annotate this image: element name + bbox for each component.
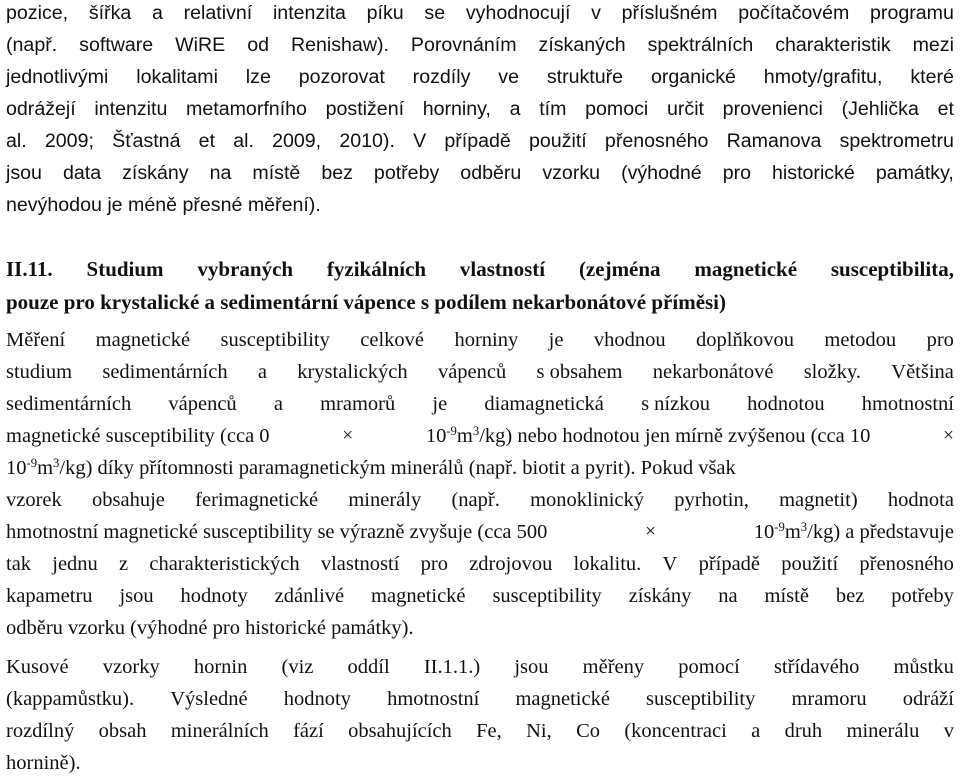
word: postižení — [325, 98, 405, 120]
word: Měření — [6, 329, 66, 351]
mag-line-8 — [6, 551, 954, 577]
word: hmotnostní — [387, 688, 480, 710]
word: zdánlivé — [274, 585, 345, 607]
word: oddíl — [347, 656, 390, 678]
word: složky. — [803, 361, 862, 383]
word: Většina — [891, 361, 954, 383]
word: (výhodné — [621, 162, 702, 184]
word: vyhodnocují — [465, 2, 571, 24]
word: jsou — [119, 585, 154, 607]
mag-line-10: odběru vzorku (výhodné pro historické památky). — [6, 617, 414, 639]
word: případě — [698, 553, 761, 575]
word: vápenců — [437, 361, 507, 383]
times-sign-end: × — [942, 425, 954, 446]
word: (viz — [281, 656, 314, 678]
word: organické — [650, 66, 736, 88]
word: magnetit) — [779, 489, 858, 511]
word: sedimentárních — [6, 393, 132, 415]
word: pozice, — [6, 2, 69, 24]
mag-line-9 — [6, 583, 954, 609]
word: obsahuje — [92, 489, 165, 511]
word: bez — [835, 585, 865, 607]
word: intenzita — [272, 2, 346, 24]
word: (Jehlička — [841, 98, 919, 120]
raman-line-2 — [6, 32, 954, 58]
word: ve — [498, 66, 519, 88]
word: studium — [6, 361, 73, 383]
word: střídavého — [773, 656, 860, 678]
word: magnetické — [95, 329, 191, 351]
word: vzorku — [542, 162, 601, 184]
raman-line-5 — [6, 128, 954, 154]
mag-line-2 — [6, 359, 954, 385]
word: metodou — [824, 329, 897, 351]
word: horniny, — [422, 98, 491, 120]
word: přenosného — [604, 130, 709, 152]
word: Výsledné — [170, 688, 248, 710]
word: mezi — [912, 34, 954, 56]
word: pro — [926, 329, 954, 351]
word: magnetické — [515, 688, 610, 710]
word: pyrhotin, — [674, 489, 749, 511]
word: krystalických — [297, 361, 408, 383]
word: jsou — [514, 656, 549, 678]
word: získány — [122, 162, 189, 184]
word: 2009; — [44, 130, 94, 152]
word: potřeby — [373, 162, 440, 184]
word: lokalitami — [136, 66, 218, 88]
mag-line-4 — [6, 423, 954, 449]
word: jednotlivými — [6, 66, 109, 88]
word: vzorky — [102, 656, 160, 678]
word: rozdíly — [412, 66, 471, 88]
word: (např. — [451, 489, 500, 511]
word: struktuře — [546, 66, 624, 88]
word: charakteristických — [149, 553, 300, 575]
word: horniny — [454, 329, 519, 351]
raman-line-1 — [6, 0, 954, 26]
word: software — [79, 34, 154, 56]
word: místě — [252, 162, 301, 184]
word: je — [432, 393, 448, 415]
word: tím — [539, 98, 567, 120]
word: případě — [444, 130, 511, 152]
word: použití — [529, 130, 587, 152]
word: získaných — [538, 34, 626, 56]
section-heading-line-1 — [6, 256, 954, 282]
word: al. — [6, 130, 27, 152]
word: použití — [781, 553, 839, 575]
word: jsou — [6, 162, 42, 184]
word: památky, — [875, 162, 954, 184]
word: Renishaw). — [290, 34, 389, 56]
word: Ni, — [526, 720, 552, 742]
word: druh — [784, 720, 823, 742]
word: tak — [6, 553, 32, 575]
word: 2010). — [339, 130, 395, 152]
word: ferimagnetické — [195, 489, 319, 511]
word: píku — [366, 2, 404, 24]
samples-line-3 — [6, 718, 954, 744]
word: na — [209, 162, 232, 184]
word: Studium — [86, 257, 164, 281]
word: mramorů — [320, 393, 396, 415]
word: susceptibility — [646, 688, 756, 710]
word: Co — [576, 720, 601, 742]
word: (kappamůstku). — [6, 688, 135, 710]
word: počítačovém — [738, 2, 850, 24]
word: (zejména — [578, 257, 661, 281]
mag-line-4-text-a: magnetické susceptibility (cca 0 — [6, 425, 270, 447]
word: hornin — [193, 656, 248, 678]
word: je — [548, 329, 564, 351]
word: na — [718, 585, 738, 607]
word: pomoci — [585, 98, 649, 120]
word: odráží — [902, 688, 954, 710]
word: Šťastná — [112, 130, 181, 152]
word: kapametru — [6, 585, 93, 607]
word: minerálních — [170, 720, 269, 742]
word: pomocí — [678, 656, 740, 678]
samples-line-4: hornině). — [6, 752, 81, 774]
word: získány — [628, 585, 692, 607]
word: a — [152, 2, 163, 24]
word: obsahujících — [348, 720, 452, 742]
word: provenienci — [722, 98, 823, 120]
word: Ramanova — [726, 130, 822, 152]
word: v — [591, 2, 601, 24]
samples-line-2 — [6, 686, 954, 712]
word: hodnoty — [283, 688, 351, 710]
word: vhodnou — [593, 329, 666, 351]
word: vzorek — [6, 489, 62, 511]
word: místě — [764, 585, 809, 607]
word: příslušném — [621, 2, 718, 24]
word: Kusové — [6, 656, 69, 678]
word: magnetické — [371, 585, 466, 607]
word: minerálu — [846, 720, 920, 742]
word: sedimentárních — [102, 361, 228, 383]
word: měřeny — [582, 656, 645, 678]
word: 2009, — [272, 130, 322, 152]
word: intenzitu — [94, 98, 168, 120]
section-heading-line-2: pouze pro krystalické a sedimentární vápence s podílem nekarbonátové příměsi) — [6, 290, 727, 314]
word: et — [937, 98, 954, 120]
word: z — [119, 553, 129, 575]
word: obsah — [98, 720, 147, 742]
word: metamorfního — [186, 98, 307, 120]
word: pozorovat — [298, 66, 385, 88]
raman-line-6 — [6, 160, 954, 186]
mag-line-3 — [6, 391, 954, 417]
raman-line-7: nevýhodou je méně přesné měření). — [6, 194, 321, 216]
word: minerály — [348, 489, 422, 511]
word: programu — [870, 2, 954, 24]
word: susceptibilita, — [830, 257, 954, 281]
word: odběru — [460, 162, 522, 184]
word: fyzikálních — [326, 257, 427, 281]
mag-line-4-formula: $10^{-9}m^3/kg$) nebo hodnotou jen mírně zvýšenou (cca 10 — [425, 424, 871, 447]
times-sign-2: × — [645, 521, 657, 542]
word: hmoty/grafitu, — [763, 66, 883, 88]
word: II.11. — [6, 257, 53, 281]
word: a — [273, 393, 283, 415]
word: přenosného — [859, 553, 954, 575]
word: a — [257, 361, 267, 383]
word: pro — [420, 553, 448, 575]
word: Porovnáním — [410, 34, 517, 56]
word: nekarbonátové — [652, 361, 774, 383]
word: diamagnetická — [484, 393, 604, 415]
times-sign: × — [342, 425, 354, 446]
word: vápenců — [168, 393, 237, 415]
word: se — [424, 2, 446, 24]
word: pro — [722, 162, 752, 184]
word: potřeby — [891, 585, 954, 607]
word: monoklinický — [530, 489, 644, 511]
word: hodnotou — [747, 393, 825, 415]
word: s obsahem — [536, 361, 623, 383]
word: mramoru — [791, 688, 867, 710]
word: relativní — [183, 2, 253, 24]
samples-line-1 — [6, 654, 954, 680]
word: vlastností — [459, 257, 546, 281]
mag-line-6 — [6, 487, 954, 513]
word: lokalitu. — [573, 553, 642, 575]
word: zdrojovou — [469, 553, 553, 575]
word: V — [662, 553, 678, 575]
word: susceptibility — [220, 329, 330, 351]
word: V — [413, 130, 427, 152]
word: které — [910, 66, 954, 88]
word: II.1.1.) — [423, 656, 481, 678]
mag-line-1 — [6, 327, 954, 353]
word: v — [943, 720, 954, 742]
word: a — [751, 720, 761, 742]
word: s nízkou — [641, 393, 710, 415]
word: celkové — [360, 329, 425, 351]
word: hodnoty — [180, 585, 248, 607]
word: (koncentraci — [624, 720, 727, 742]
raman-line-3 — [6, 64, 954, 90]
word: WiRE — [175, 34, 226, 56]
word: fází — [293, 720, 324, 742]
word: bez — [321, 162, 353, 184]
word: spektrálních — [647, 34, 754, 56]
word: historické — [772, 162, 855, 184]
word: al. — [233, 130, 254, 152]
word: Fe, — [476, 720, 502, 742]
word: vlastností — [320, 553, 400, 575]
mag-line-5: $10^{-9}m^3/kg$) díky přítomnosti paramagnetickým minerálů (např. biotit a pyrit). Pokud však — [6, 456, 736, 479]
word: susceptibility — [492, 585, 602, 607]
word: spektrometru — [839, 130, 954, 152]
word: rozdílný — [6, 720, 75, 742]
word: šířka — [88, 2, 132, 24]
word: hodnota — [887, 489, 954, 511]
word: odrážejí — [6, 98, 76, 120]
word: a — [509, 98, 521, 120]
word: určit — [666, 98, 704, 120]
word: od — [247, 34, 269, 56]
word: lze — [245, 66, 271, 88]
word: data — [62, 162, 102, 184]
word: magnetické — [694, 257, 798, 281]
word: hmotnostní — [861, 393, 954, 415]
raman-line-4 — [6, 96, 954, 122]
word: et — [198, 130, 216, 152]
word: vybraných — [197, 257, 294, 281]
word: (např. — [6, 34, 58, 56]
word: můstku — [893, 656, 954, 678]
mag-line-7: hmotnostní magnetické susceptibility se výrazně zvyšuje (cca 500 × $10^{-9}m^3/kg$) a představuje — [6, 520, 954, 543]
word: charakteristik — [775, 34, 891, 56]
word: doplňkovou — [696, 329, 794, 351]
word: jednu — [52, 553, 98, 575]
